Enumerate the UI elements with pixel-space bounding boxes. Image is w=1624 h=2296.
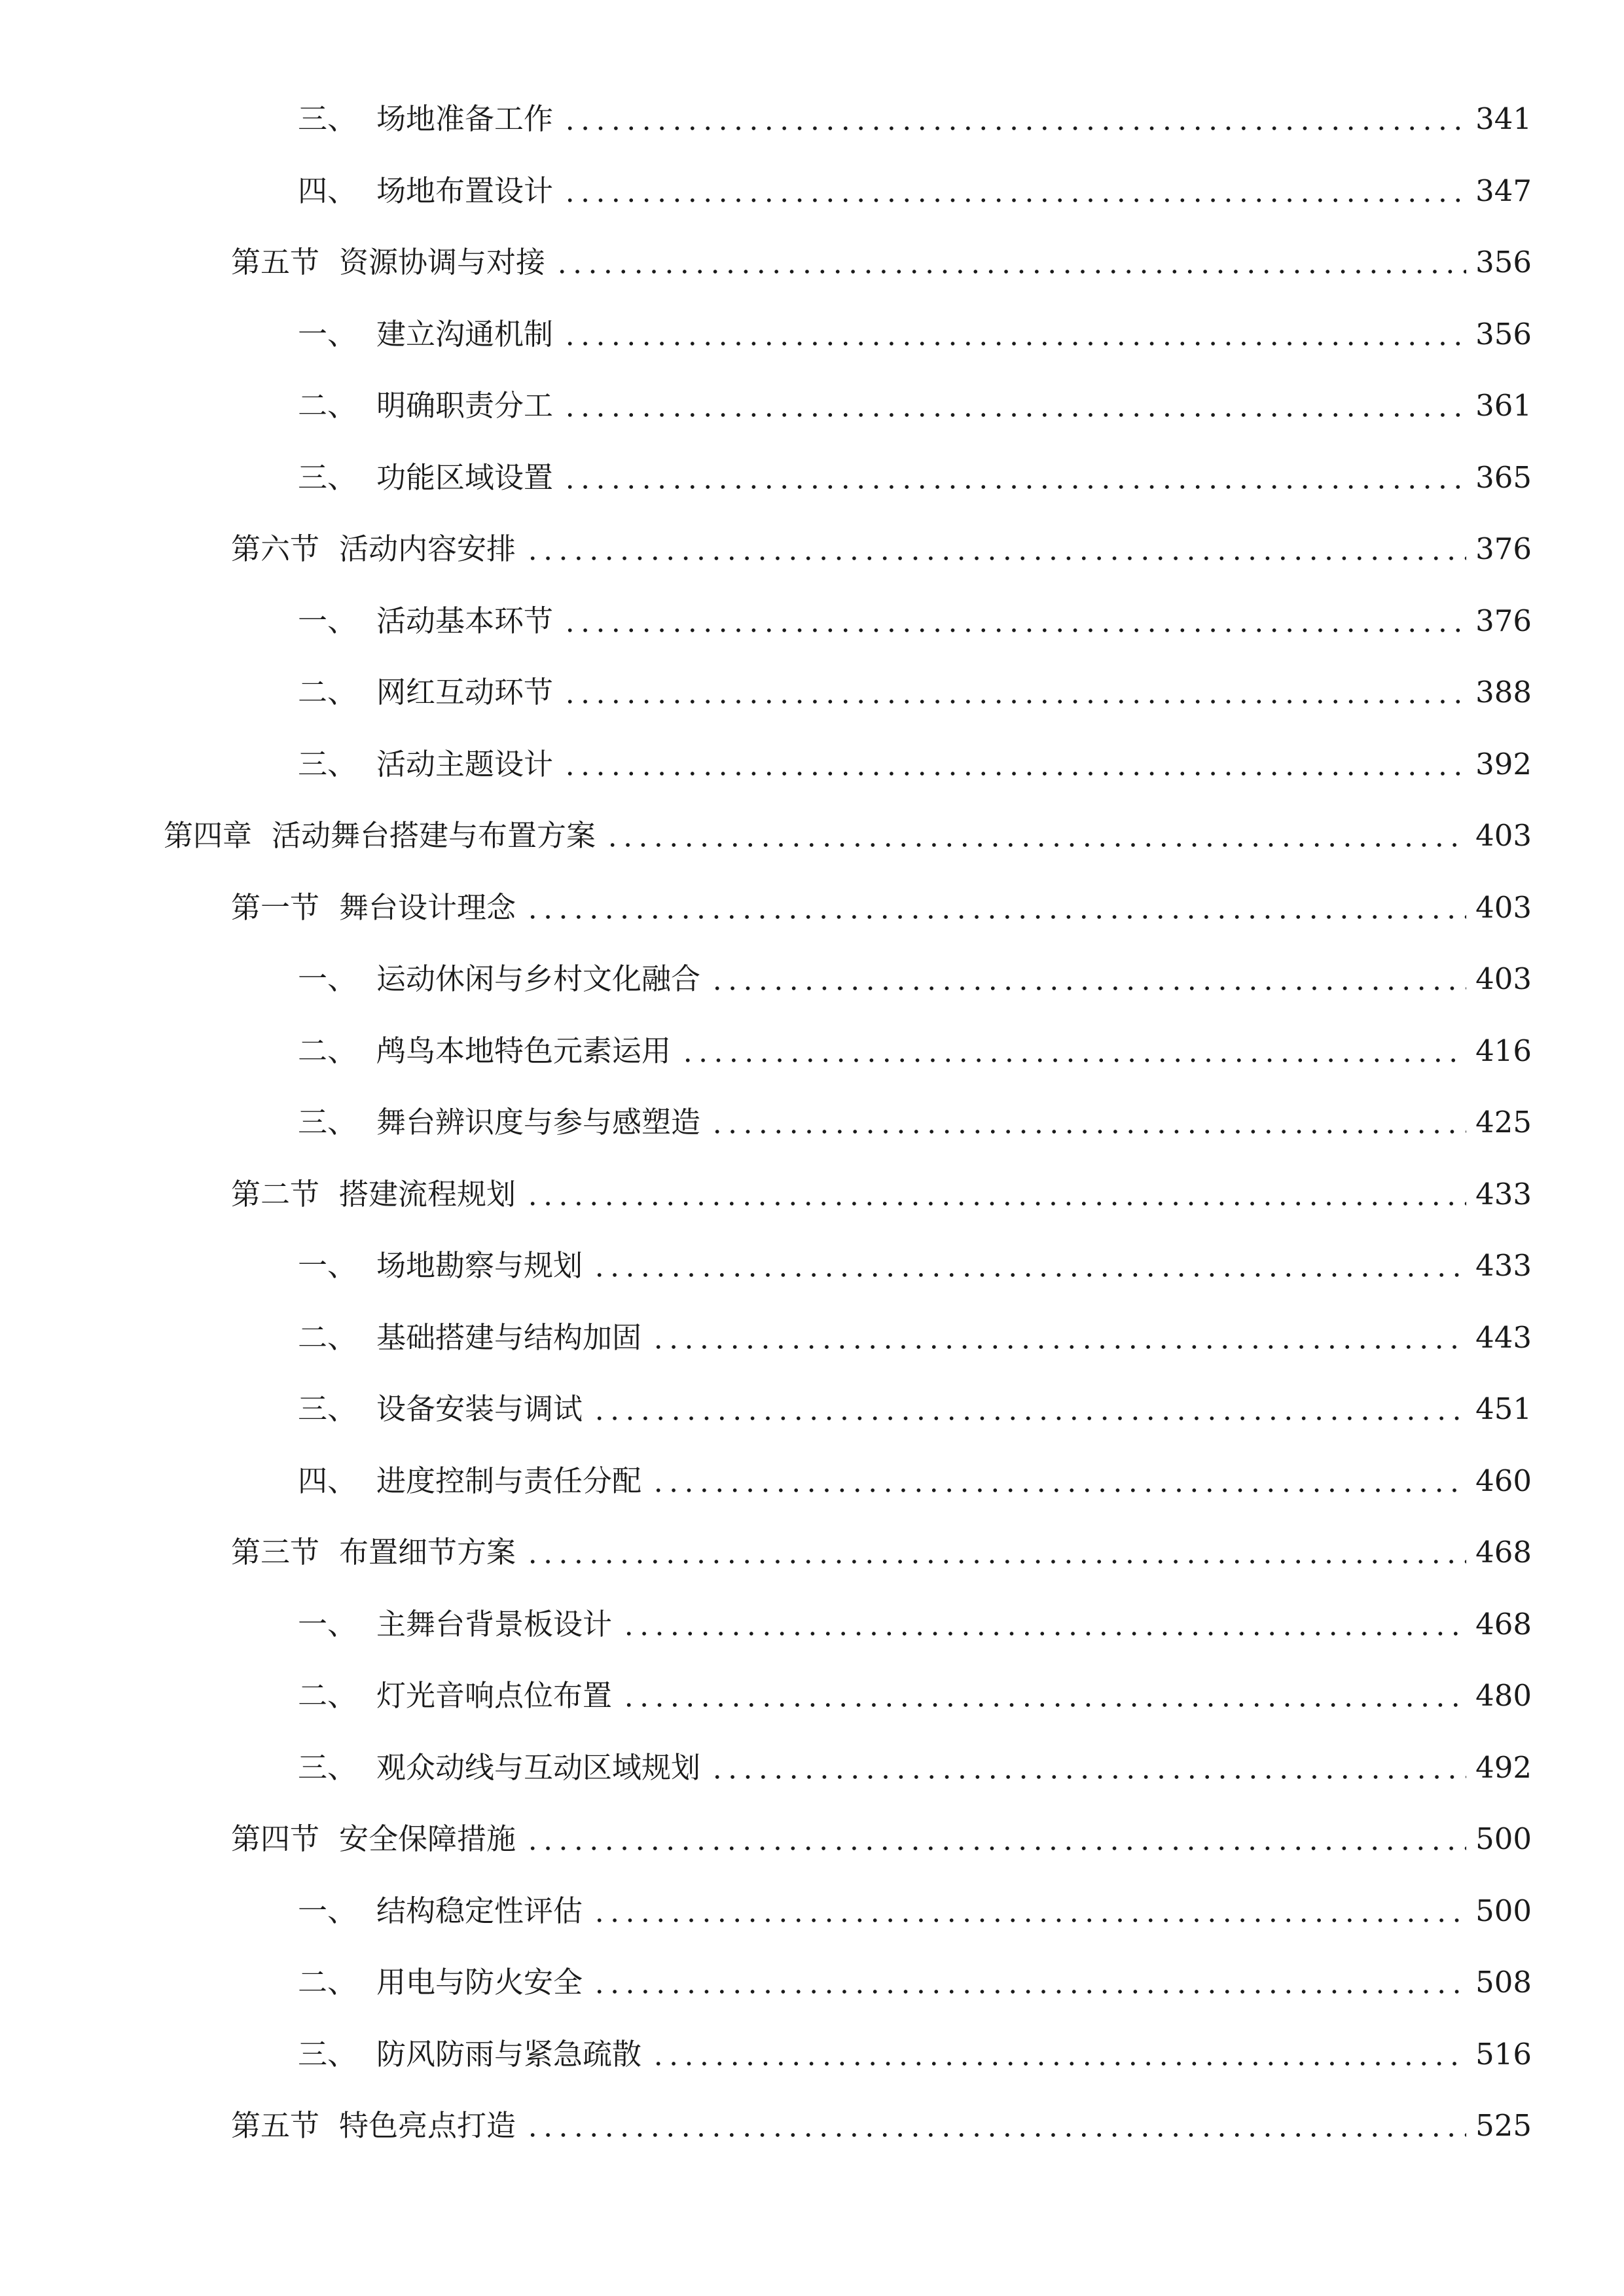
- toc-entry-title: 主舞台背景板设计: [376, 1607, 613, 1641]
- dot-leader: [525, 1200, 1466, 1208]
- toc-entry-number: 二、: [298, 1320, 357, 1355]
- toc-entry-page-number: 500: [1475, 1821, 1532, 1856]
- toc-entry-title: 结构稳定性评估: [376, 1893, 583, 1928]
- toc-entry[interactable]: [298, 1455, 1532, 1507]
- toc-entry-title: 明确职责分工: [376, 388, 554, 423]
- toc-entry-title: 活动主题设计: [376, 747, 554, 781]
- toc-entry[interactable]: [298, 1956, 1532, 2009]
- toc-entry-title: 观众动线与互动区域规划: [376, 1750, 701, 1785]
- toc-entry-title: 安全保障措施: [339, 1821, 516, 1856]
- toc-entry-title: 进度控制与责任分配: [376, 1463, 642, 1498]
- toc-entry-page-number: 341: [1475, 101, 1532, 136]
- dot-leader: [525, 1844, 1466, 1852]
- toc-entry-page-number: 433: [1475, 1248, 1532, 1283]
- toc-entry-title: 建立沟通机制: [376, 317, 554, 351]
- dot-leader: [562, 196, 1466, 204]
- toc-entry-number: 第四节: [231, 1821, 320, 1856]
- toc-entry-number: 一、: [298, 1893, 357, 1928]
- toc-entry[interactable]: [298, 1742, 1532, 1794]
- toc-entry-page-number: 403: [1475, 961, 1532, 996]
- toc-entry-title: 特色亮点打造: [339, 2108, 516, 2143]
- toc-entry[interactable]: [231, 236, 1532, 289]
- toc-entry-number: 四、: [298, 173, 357, 208]
- dot-leader: [710, 1128, 1466, 1136]
- toc-entry-page-number: 376: [1475, 603, 1532, 638]
- dot-leader: [710, 984, 1466, 992]
- toc-entry-number: 三、: [298, 460, 357, 495]
- toc-entry-number: 二、: [298, 675, 357, 709]
- toc-entry-number: 三、: [298, 747, 357, 781]
- dot-leader: [592, 1414, 1466, 1422]
- dot-leader: [562, 340, 1466, 348]
- dot-leader: [605, 841, 1466, 849]
- toc-entry[interactable]: [231, 1526, 1532, 1579]
- toc-entry-page-number: 388: [1475, 675, 1532, 709]
- toc-entry-page-number: 392: [1475, 747, 1532, 781]
- toc-entry-page-number: 433: [1475, 1177, 1532, 1211]
- toc-entry-title: 活动舞台搭建与布置方案: [272, 818, 596, 853]
- toc-entry-title: 灯光音响点位布置: [376, 1678, 613, 1713]
- toc-entry-number: 二、: [298, 1033, 357, 1068]
- toc-entry-page-number: 508: [1475, 1965, 1532, 2000]
- toc-entry[interactable]: [231, 523, 1532, 575]
- toc-entry-number: 一、: [298, 317, 357, 351]
- toc-entry-title: 设备安装与调试: [376, 1391, 583, 1426]
- toc-entry-number: 一、: [298, 603, 357, 638]
- toc-entry-page-number: 356: [1475, 317, 1532, 351]
- toc-entry-number: 一、: [298, 961, 357, 996]
- dot-leader: [621, 1630, 1466, 1638]
- toc-entry-page-number: 480: [1475, 1678, 1532, 1713]
- toc-entry-page-number: 347: [1475, 173, 1532, 208]
- toc-entry-page-number: 468: [1475, 1607, 1532, 1641]
- toc-entry[interactable]: [298, 1885, 1532, 1937]
- toc-entry[interactable]: [298, 666, 1532, 719]
- toc-entry[interactable]: [298, 953, 1532, 1005]
- toc-entry-title: 搭建流程规划: [339, 1177, 516, 1211]
- toc-entry-number: 第六节: [231, 531, 320, 566]
- dot-leader: [592, 1271, 1466, 1279]
- toc-entry-title: 场地准备工作: [376, 101, 554, 136]
- toc-entry[interactable]: [298, 1240, 1532, 1292]
- toc-entry[interactable]: [298, 380, 1532, 432]
- toc-entry[interactable]: [298, 93, 1532, 145]
- toc-entry[interactable]: [298, 165, 1532, 217]
- toc-entry-number: 二、: [298, 1965, 357, 2000]
- toc-entry-page-number: 403: [1475, 818, 1532, 853]
- toc-entry[interactable]: [231, 882, 1532, 934]
- dot-leader: [651, 2060, 1466, 2068]
- toc-entry-page-number: 460: [1475, 1463, 1532, 1498]
- toc-entry[interactable]: [298, 1025, 1532, 1077]
- toc-entry-number: 三、: [298, 1750, 357, 1785]
- toc-entry-title: 用电与防火安全: [376, 1965, 583, 2000]
- dot-leader: [525, 554, 1466, 562]
- toc-entry-number: 第五节: [231, 2108, 320, 2143]
- toc-entry-title: 资源协调与对接: [339, 245, 546, 279]
- toc-entry-number: 第四章: [164, 818, 253, 853]
- dot-leader: [651, 1343, 1466, 1351]
- toc-entry-title: 活动基本环节: [376, 603, 554, 638]
- toc-entry-number: 二、: [298, 1678, 357, 1713]
- toc-entry-number: 一、: [298, 1607, 357, 1641]
- toc-entry[interactable]: [298, 452, 1532, 504]
- dot-leader: [562, 124, 1466, 132]
- toc-entry[interactable]: [298, 595, 1532, 647]
- toc-entry[interactable]: [298, 2028, 1532, 2081]
- toc-entry-title: 活动内容安排: [339, 531, 516, 566]
- toc-entry-page-number: 492: [1475, 1750, 1532, 1785]
- toc-entry-number: 第一节: [231, 890, 320, 925]
- toc-entry-number: 三、: [298, 1391, 357, 1426]
- toc-entry-title: 基础搭建与结构加固: [376, 1320, 642, 1355]
- toc-entry-page-number: 443: [1475, 1320, 1532, 1355]
- toc-entry-number: 三、: [298, 2037, 357, 2072]
- toc-entry-page-number: 365: [1475, 460, 1532, 495]
- dot-leader: [592, 1916, 1466, 1924]
- dot-leader: [621, 1701, 1466, 1709]
- toc-entry-title: 鸬鸟本地特色元素运用: [376, 1033, 672, 1068]
- toc-entry-page-number: 376: [1475, 531, 1532, 566]
- dot-leader: [525, 1558, 1466, 1566]
- toc-entry-page-number: 403: [1475, 890, 1532, 925]
- toc-entry[interactable]: [298, 308, 1532, 361]
- toc-entry-page-number: 468: [1475, 1535, 1532, 1570]
- toc-entry-page-number: 525: [1475, 2108, 1532, 2143]
- toc-entry-title: 场地布置设计: [376, 173, 554, 208]
- toc-entry-page-number: 361: [1475, 388, 1532, 423]
- dot-leader: [525, 2131, 1466, 2139]
- toc-entry-page-number: 500: [1475, 1893, 1532, 1928]
- toc-entry[interactable]: [298, 1096, 1532, 1149]
- dot-leader: [562, 698, 1466, 706]
- toc-entry[interactable]: [298, 1383, 1532, 1435]
- toc-entry-page-number: 516: [1475, 2037, 1532, 2072]
- toc-entry-number: 三、: [298, 101, 357, 136]
- toc-entry-page-number: 416: [1475, 1033, 1532, 1068]
- dot-leader: [525, 913, 1466, 921]
- toc-entry[interactable]: [231, 1168, 1532, 1221]
- toc-entry-number: 第二节: [231, 1177, 320, 1211]
- toc-entry[interactable]: [298, 1312, 1532, 1364]
- toc-entry-number: 第三节: [231, 1535, 320, 1570]
- toc-entry-title: 舞台辨识度与参与感塑造: [376, 1105, 701, 1139]
- toc-entry-page-number: 356: [1475, 245, 1532, 279]
- toc-entry-number: 第五节: [231, 245, 320, 279]
- dot-leader: [710, 1773, 1466, 1781]
- toc-entry[interactable]: [164, 810, 1532, 862]
- dot-leader: [562, 626, 1466, 634]
- dot-leader: [562, 483, 1466, 491]
- dot-leader: [680, 1056, 1466, 1064]
- toc-entry-title: 场地勘察与规划: [376, 1248, 583, 1283]
- toc-entry-title: 运动休闲与乡村文化融合: [376, 961, 701, 996]
- toc-entry-title: 网红互动环节: [376, 675, 554, 709]
- toc-entry-number: 二、: [298, 388, 357, 423]
- toc-entry[interactable]: [231, 1813, 1532, 1865]
- toc-entry-title: 布置细节方案: [339, 1535, 516, 1570]
- toc-entry[interactable]: [298, 1598, 1532, 1651]
- toc-entry-page-number: 451: [1475, 1391, 1532, 1426]
- dot-leader: [592, 1988, 1466, 1996]
- dot-leader: [562, 770, 1466, 778]
- toc-entry-title: 舞台设计理念: [339, 890, 516, 925]
- toc-entry[interactable]: [231, 2100, 1532, 2152]
- toc-entry[interactable]: [298, 1670, 1532, 1722]
- toc-entry-page-number: 425: [1475, 1105, 1532, 1139]
- toc-entry-title: 功能区域设置: [376, 460, 554, 495]
- toc-entry-number: 四、: [298, 1463, 357, 1498]
- dot-leader: [554, 268, 1466, 276]
- dot-leader: [651, 1486, 1466, 1494]
- toc-entry-number: 三、: [298, 1105, 357, 1139]
- dot-leader: [562, 411, 1466, 419]
- toc-entry[interactable]: [298, 738, 1532, 791]
- toc-entry-number: 一、: [298, 1248, 357, 1283]
- toc-entry-title: 防风防雨与紧急疏散: [376, 2037, 642, 2072]
